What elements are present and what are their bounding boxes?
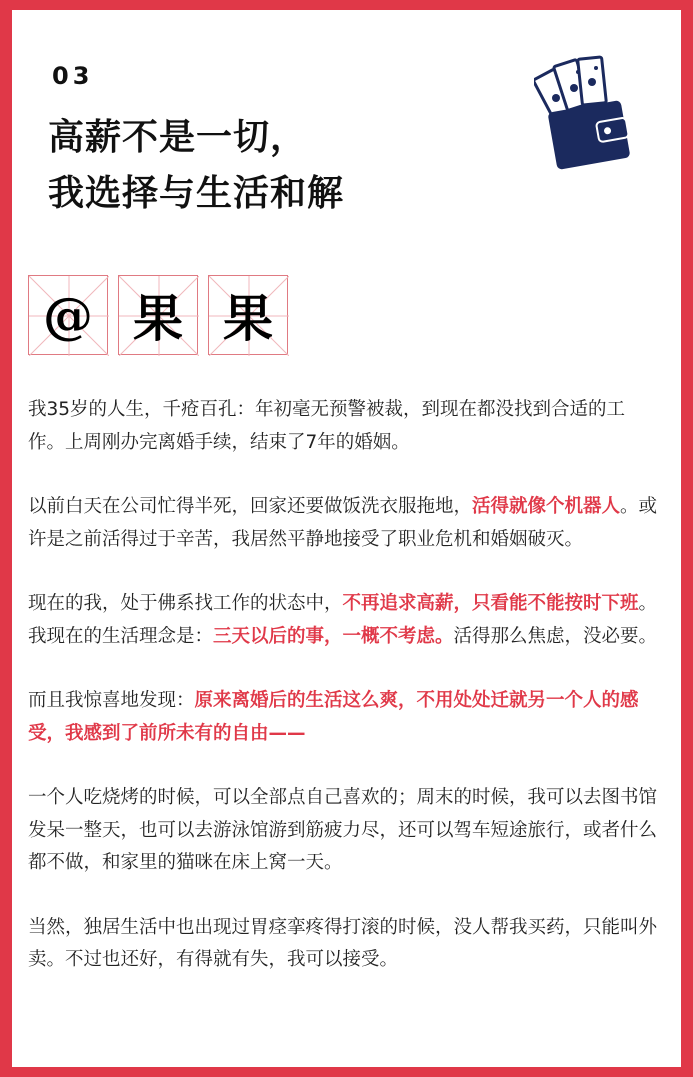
text-segment: 。或许是之前活得过于辛苦，我居然平静地接受了职业危机和婚姻破灭。	[28, 496, 658, 550]
highlight-text: 三天以后的事，一概不考虑。	[213, 625, 454, 647]
text-segment: 当然，独居生活中也出现过胃痉挛疼得打滚的时候，没人帮我买药，只能叫外卖。不过也还好，有得就有失，我可以接受。	[28, 916, 658, 970]
author-char-box	[118, 275, 198, 355]
paragraph	[28, 588, 658, 653]
title-line-2: 我选择与生活和解	[48, 173, 345, 214]
text-segment: 而且我惊喜地发现：	[28, 690, 195, 711]
paragraph	[28, 685, 658, 750]
author-signature	[28, 275, 288, 355]
title-line-1: 高薪不是一切，	[48, 117, 308, 158]
text-segment: 活得那么焦虑，没必要。	[453, 625, 658, 647]
article-body	[28, 394, 658, 1009]
text-segment: 现在的我，处于佛系找工作的状态中，	[28, 593, 343, 614]
author-char-box	[208, 275, 288, 355]
paragraph	[28, 394, 658, 459]
author-char: @	[43, 285, 93, 345]
author-char: 果	[223, 289, 273, 348]
highlight-text: 活得就像个机器人	[472, 496, 621, 517]
text-segment: 。我现在的生活理念是：	[28, 593, 658, 647]
wallet-with-cash-icon	[534, 50, 636, 172]
text-segment: 以前白天在公司忙得半死，回家还要做饭洗衣服拖地，	[28, 496, 473, 517]
highlight-text: 原来离婚后的生活这么爽，不用处处迁就另一个人的感受，我感到了前所未有的自由——	[28, 690, 639, 744]
author-char-box	[28, 275, 108, 355]
text-segment: 我35岁的人生，千疮百孔：年初毫无预警被裁，到现在都没找到合适的工作。上周刚办完离婚手续，结束了7年的婚姻。	[28, 399, 626, 453]
text-segment: 一个人吃烧烤的时候，可以全部点自己喜欢的；周末的时候，我可以去图书馆发呆一整天，也可以去游泳馆游到筋疲力尽，还可以驾车短途旅行，或者什么都不做，和家里的猫咪在床上窝一天。	[28, 787, 658, 873]
highlight-text: 不再追求高薪，只看能不能按时下班	[342, 593, 639, 614]
author-char: 果	[133, 289, 183, 348]
paragraph	[28, 491, 658, 556]
page-title	[48, 110, 344, 222]
paragraph	[28, 782, 658, 880]
paragraph	[28, 912, 658, 977]
section-number: 03	[52, 62, 94, 90]
